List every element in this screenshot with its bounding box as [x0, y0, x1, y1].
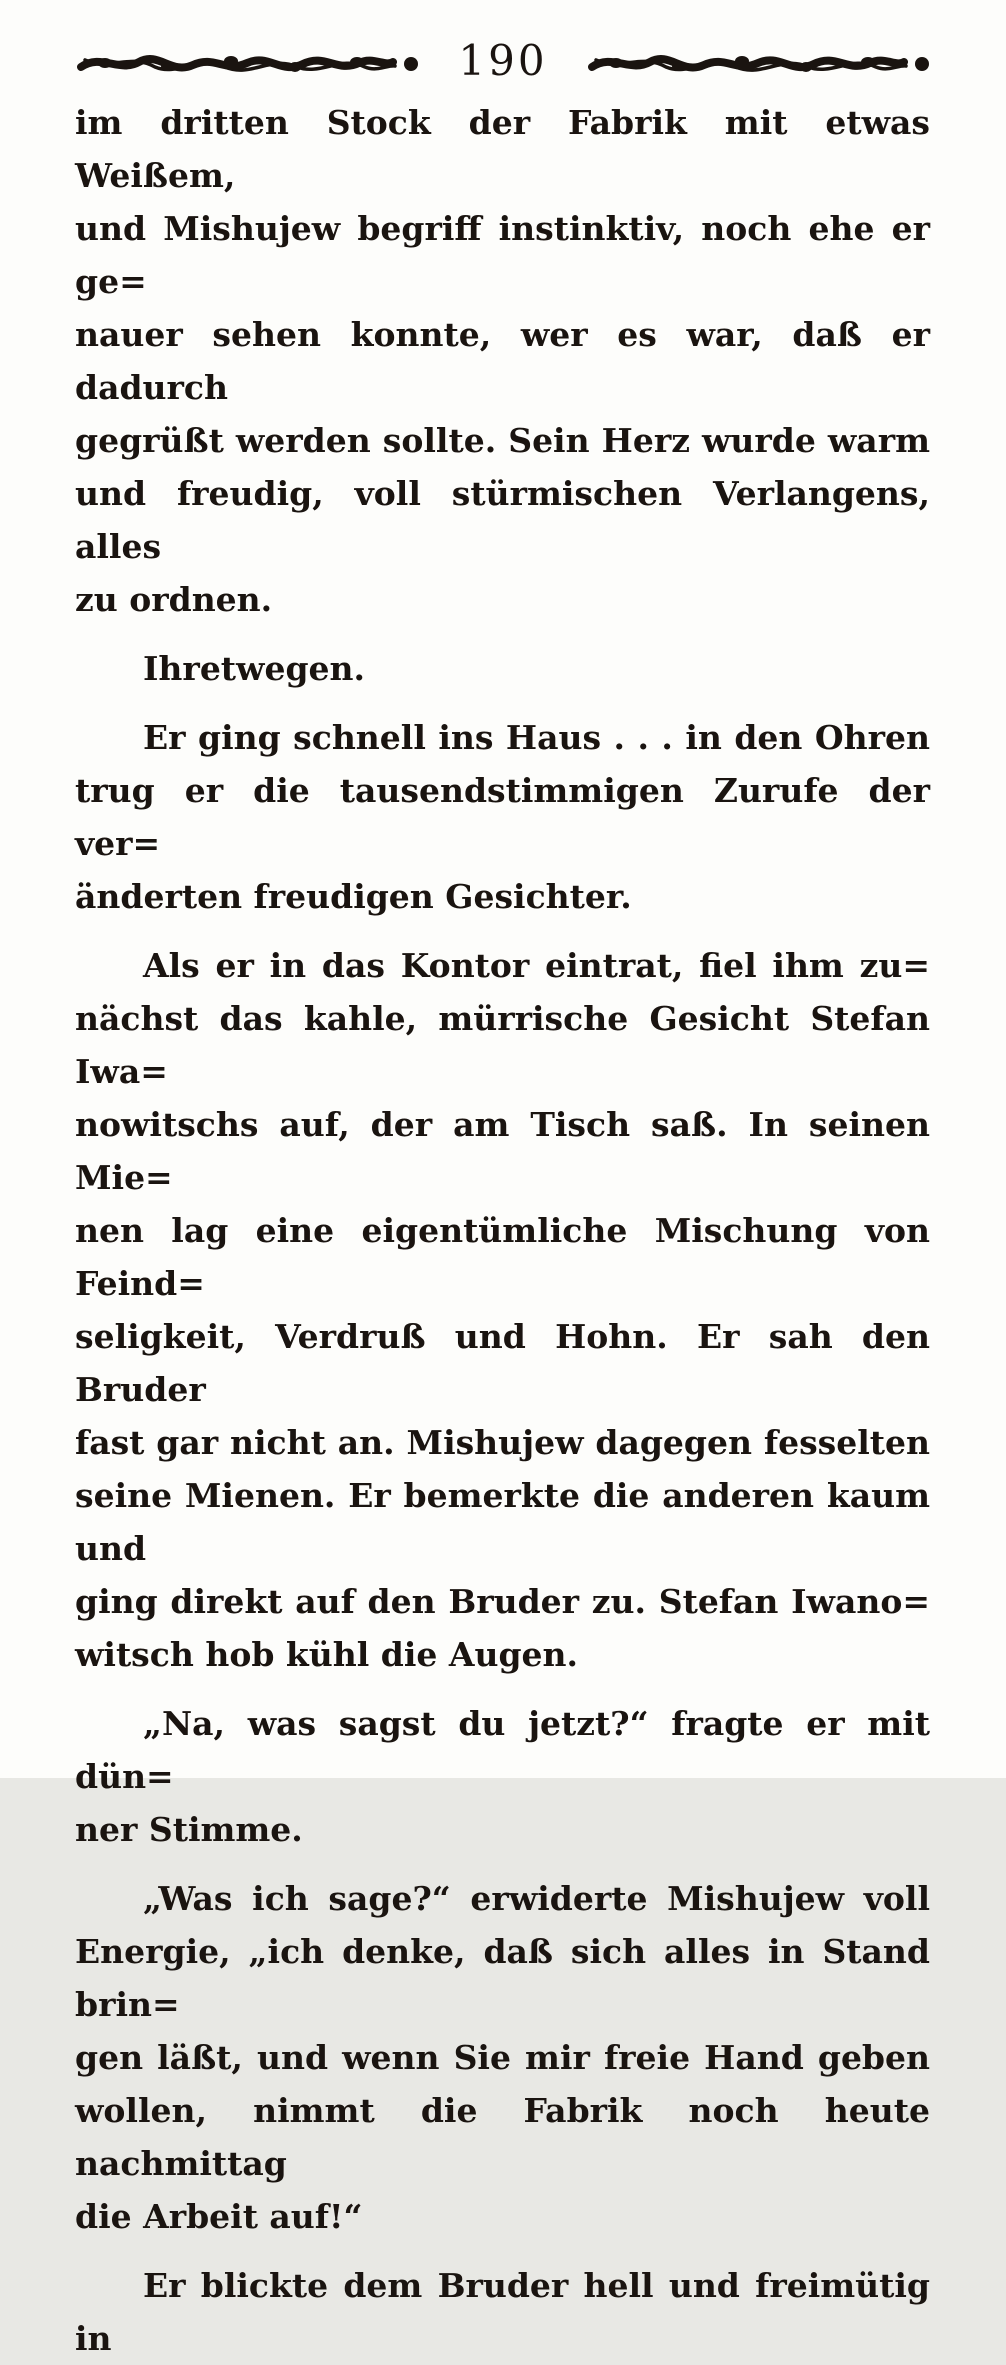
text-line: ging direkt auf den Bruder zu. Stefan Iwano= [75, 1582, 930, 1621]
text-line: nowitschs auf, der am Tisch saß. In seinen Mie= [75, 1105, 930, 1197]
text-line: und freudig, voll stürmischen Verlangens, alles [75, 474, 930, 566]
text-line: witsch hob kühl die Augen. [75, 1635, 579, 1674]
text-line: änderten freudigen Gesichter. [75, 877, 632, 916]
text-line: fast gar nicht an. Mishujew dagegen fesselten [75, 1423, 930, 1462]
text-line: im dritten Stock der Fabrik mit etwas Weißem, [75, 103, 930, 195]
text-line: trug er die tausendstimmigen Zurufe der ver= [75, 771, 930, 863]
text-line: „Was ich sage?“ erwiderte Mishujew voll [143, 1879, 930, 1918]
text-line: seine Mienen. Er bemerkte die anderen kaum und [75, 1476, 930, 1568]
text-line: nächst das kahle, mürrische Gesicht Stefan Iwa= [75, 999, 930, 1091]
text-line: die Arbeit auf!“ [75, 2197, 363, 2236]
text-line: gegrüßt werden sollte. Sein Herz wurde warm [75, 421, 930, 460]
text-line: Er ging schnell ins Haus . . . in den Ohren [143, 718, 930, 757]
text-line: zu ordnen. [75, 580, 273, 619]
text-line: Er blickte dem Bruder hell und freimütig in [75, 2266, 930, 2358]
text-line: Ihretwegen. [143, 649, 366, 688]
text-line: Als er in das Kontor eintrat, fiel ihm zu= [143, 946, 930, 985]
right-flourish-ornament-icon [586, 45, 931, 81]
text-line: „Na, was sagst du jetzt?“ fragte er mit dün= [75, 1704, 930, 1796]
page-header [0, 0, 1006, 86]
text-line: Energie, „ich denke, daß sich alles in Stand brin= [75, 1932, 930, 2024]
text-line: seligkeit, Verdruß und Hohn. Er sah den Bruder [75, 1317, 930, 1409]
text-line: und Mishujew begriff instinktiv, noch ehe er ge= [75, 209, 930, 301]
left-flourish-ornament-icon [75, 45, 420, 81]
text-line: nauer sehen konnte, wer es war, daß er dadurch [75, 315, 930, 407]
text-line: nen lag eine eigentümliche Mischung von Feind= [75, 1211, 930, 1303]
page-text-block [0, 86, 1006, 2365]
text-line: wollen, nimmt die Fabrik noch heute nachmittag [75, 2091, 930, 2183]
text-line: ner Stimme. [75, 1810, 303, 1849]
page-number: 190 [458, 36, 548, 85]
text-line: gen läßt, und wenn Sie mir freie Hand geben [75, 2038, 930, 2077]
